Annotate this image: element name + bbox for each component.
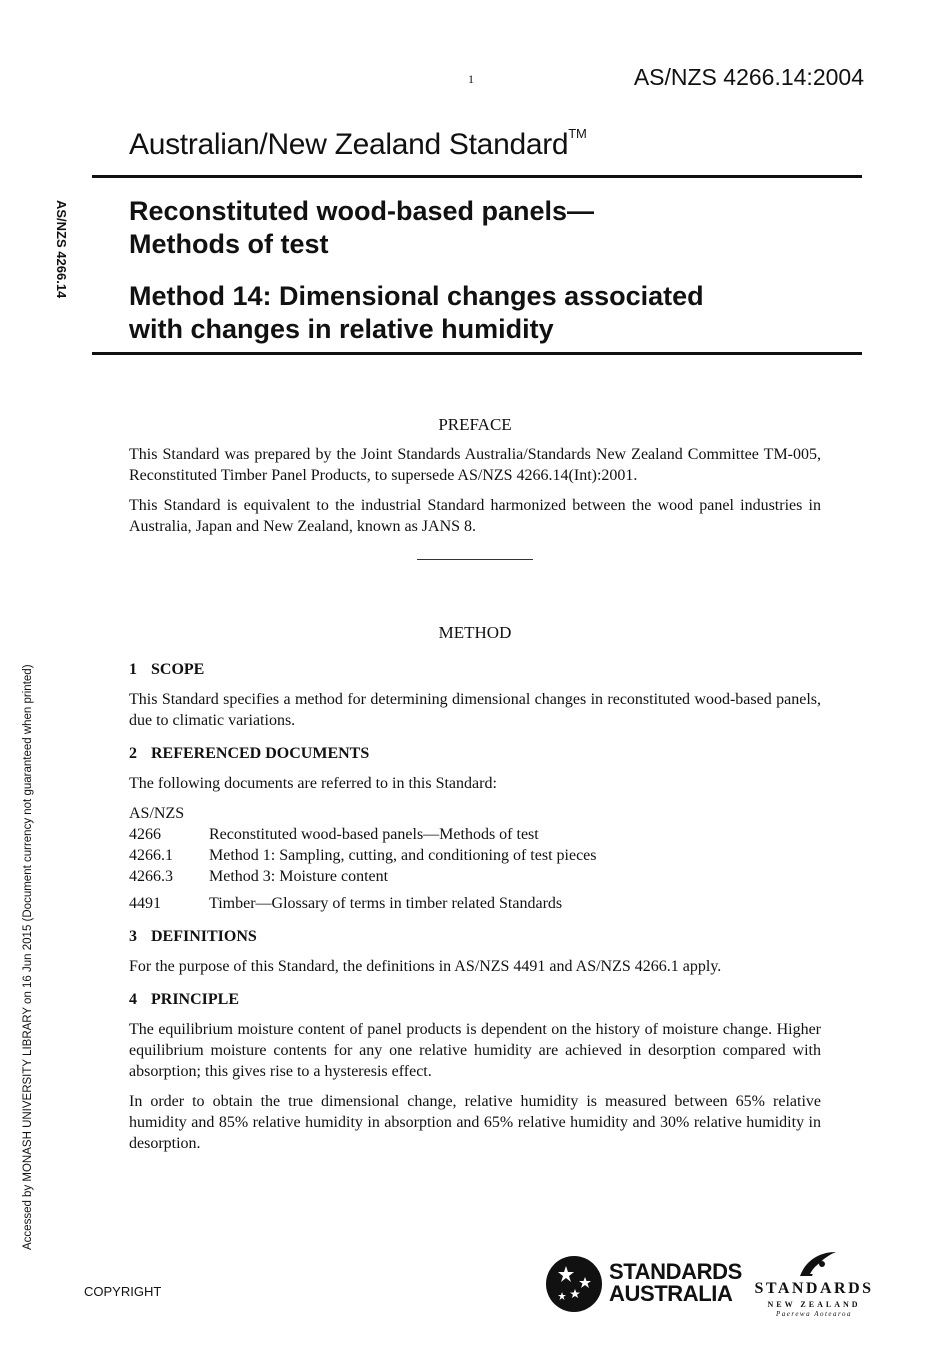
definitions-text: For the purpose of this Standard, the definitions in AS/NZS 4491 and AS/NZS 4266.1 apply. (129, 958, 722, 975)
reference-title: Method 1: Sampling, cutting, and conditioning of test pieces (209, 847, 597, 864)
method-title-line-2: with changes in relative humidity (129, 314, 554, 344)
section-number: 3 (129, 928, 137, 945)
reference-title: Timber—Glossary of terms in timber related Standards (209, 895, 563, 912)
reference-row (129, 845, 821, 866)
reference-row (129, 824, 821, 845)
snz-logo-main: STANDARDS (754, 1280, 874, 1297)
section-title: REFERENCED DOCUMENTS (151, 745, 370, 762)
copyright-notice: COPYRIGHT (84, 1284, 162, 1299)
section-separator (417, 559, 533, 560)
section-title: DEFINITIONS (151, 928, 257, 945)
principle-paragraph-1: The equilibrium moisture content of panel products is dependent on the history of moisture change. Higher equilibrium moisture contents for any one relative humidity are achieved in desorption compared with absorption; this gives rise to a hysteresis effect. (129, 1021, 821, 1080)
title-top-rule (92, 175, 862, 178)
referenced-intro: The following documents are referred to in this Standard: (129, 775, 497, 792)
standards-australia-logo (545, 1255, 745, 1315)
reference-title: Method 3: Moisture content (209, 868, 389, 885)
preface-heading: PREFACE (438, 415, 512, 434)
section-heading-scope (129, 659, 821, 680)
principle-paragraph-2: In order to obtain the true dimensional change, relative humidity is measured between 65% relative humidity and 85% relative humidity in absorption and 65% relative humidity and 30% relative humidity in desorption. (129, 1093, 821, 1152)
snz-logo-sub: NEW ZEALAND (767, 1300, 861, 1309)
method-title-line-1: Method 14: Dimensional changes associated (129, 281, 704, 311)
document-title (129, 195, 829, 346)
page-number: 1 (468, 72, 474, 86)
trademark-mark: TM (568, 126, 587, 141)
reference-code: 4266.1 (129, 847, 173, 864)
referenced-series: AS/NZS (129, 805, 185, 822)
preface-paragraph-2: This Standard is equivalent to the industrial Standard harmonized between the wood panel industries in Australia, Japan and New Zealand, known as JANS 8. (129, 497, 821, 535)
sidebar-standard-id: AS/NZS 4266.14 (54, 200, 69, 299)
brand-title (129, 128, 586, 162)
brand-title-text: Australian/New Zealand Standard (129, 128, 569, 161)
sa-logo-wordmark (609, 1261, 742, 1305)
title-line-2: Methods of test (129, 229, 329, 259)
sa-logo-line-2: AUSTRALIA (609, 1281, 733, 1306)
method-heading: METHOD (438, 623, 512, 642)
sa-logo-line-1: STANDARDS (609, 1259, 742, 1284)
section-number: 2 (129, 745, 137, 762)
document-body (129, 414, 821, 1163)
section-number: 4 (129, 991, 137, 1008)
standard-id: AS/NZS 4266.14:2004 (633, 64, 864, 90)
section-title: SCOPE (151, 661, 205, 678)
reference-row (129, 866, 821, 887)
section-title: PRINCIPLE (151, 991, 240, 1008)
section-heading-definitions (129, 926, 821, 947)
standards-new-zealand-logo (752, 1250, 882, 1320)
reference-code: 4491 (129, 895, 161, 912)
southern-cross-emblem-icon (545, 1255, 603, 1313)
preface-paragraph-1: This Standard was prepared by the Joint Standards Australia/Standards New Zealand Committee TM-005, Reconstituted Timber Panel Products, to supersede AS/NZS 4266.14(Int):2001. (129, 446, 821, 484)
sidebar-access-note: Accessed by MONASH UNIVERSITY LIBRARY on 16 Jun 2015 (Document currency not guaranteed when printed) (22, 664, 34, 1250)
reference-title: Reconstituted wood-based panels—Methods of test (209, 826, 539, 843)
reference-row (129, 893, 821, 914)
reference-code: 4266 (129, 826, 161, 843)
scope-text: This Standard specifies a method for determining dimensional changes in reconstituted wood-based panels, due to climatic variations. (129, 691, 821, 729)
title-bottom-rule (92, 352, 862, 355)
title-line-1: Reconstituted wood-based panels— (129, 196, 595, 226)
section-heading-referenced-documents (129, 743, 821, 764)
reference-code: 4266.3 (129, 868, 173, 885)
section-number: 1 (129, 661, 137, 678)
section-heading-principle (129, 989, 821, 1010)
snz-logo-maori: Paerewa Aotearoa (775, 1310, 853, 1318)
fern-swirl-emblem-icon (792, 1250, 840, 1280)
